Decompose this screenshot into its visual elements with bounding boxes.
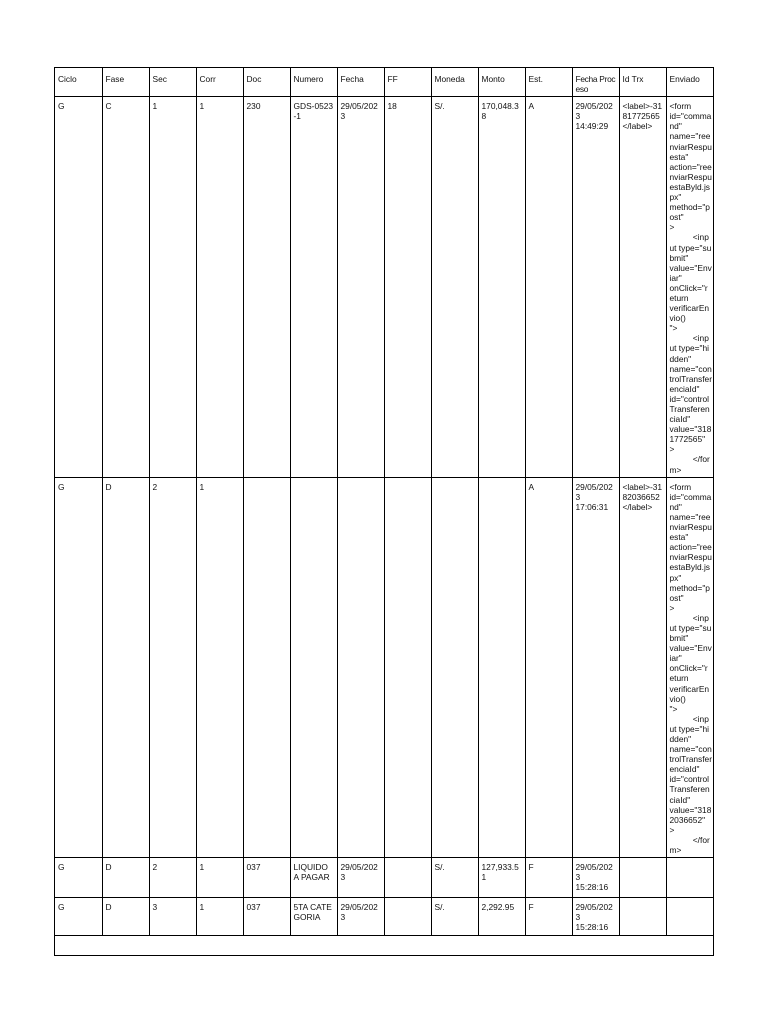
cell-ff <box>384 898 431 936</box>
cell-monto: 170,048.38 <box>478 97 525 477</box>
header-doc: Doc <box>243 68 290 97</box>
table-row <box>55 477 714 857</box>
table-row <box>55 97 714 477</box>
header-fecha-proceso: Fecha Proceso <box>572 68 619 97</box>
cell-numero: LIQUIDO A PAGAR <box>290 858 337 898</box>
table-row <box>55 858 714 898</box>
cell-corr: 1 <box>196 898 243 936</box>
header-enviado: Enviado <box>666 68 714 97</box>
cell-enviado <box>666 858 714 898</box>
cell-moneda: S/. <box>431 97 478 477</box>
cell-sec: 2 <box>149 477 196 857</box>
cell-enviado <box>666 898 714 936</box>
transactions-table <box>55 68 714 936</box>
cell-fecha-proceso: 29/05/2023 14:49:29 <box>572 97 619 477</box>
cell-fase: D <box>102 477 149 857</box>
cell-est: F <box>525 898 572 936</box>
cell-id-trx: <label>-3181772565</label> <box>619 97 666 477</box>
cell-moneda <box>431 477 478 857</box>
header-fecha: Fecha <box>337 68 384 97</box>
cell-moneda: S/. <box>431 858 478 898</box>
cell-monto: 2,292.95 <box>478 898 525 936</box>
cell-id-trx: <label>-3182036652</label> <box>619 477 666 857</box>
cell-fecha <box>337 477 384 857</box>
header-sec: Sec <box>149 68 196 97</box>
cell-est: A <box>525 477 572 857</box>
cell-fecha: 29/05/2023 <box>337 97 384 477</box>
cell-numero <box>290 477 337 857</box>
table-row <box>55 898 714 936</box>
cell-ciclo: G <box>55 97 102 477</box>
cell-doc <box>243 477 290 857</box>
cell-monto: 127,933.51 <box>478 858 525 898</box>
header-ciclo: Ciclo <box>55 68 102 97</box>
cell-est: A <box>525 97 572 477</box>
cell-fecha-proceso: 29/05/2023 17:06:31 <box>572 477 619 857</box>
cell-sec: 1 <box>149 97 196 477</box>
cell-moneda: S/. <box>431 898 478 936</box>
cell-sec: 3 <box>149 898 196 936</box>
header-moneda: Moneda <box>431 68 478 97</box>
table-header-row <box>55 68 714 97</box>
header-corr: Corr <box>196 68 243 97</box>
cell-fase: D <box>102 858 149 898</box>
cell-doc: 037 <box>243 858 290 898</box>
cell-corr: 1 <box>196 858 243 898</box>
cell-ciclo: G <box>55 477 102 857</box>
cell-ff: 18 <box>384 97 431 477</box>
cell-fase: D <box>102 898 149 936</box>
cell-fecha-proceso: 29/05/2023 15:28:16 <box>572 898 619 936</box>
header-monto: Monto <box>478 68 525 97</box>
cell-corr: 1 <box>196 477 243 857</box>
cell-id-trx <box>619 898 666 936</box>
cell-ff <box>384 477 431 857</box>
cell-doc: 230 <box>243 97 290 477</box>
header-id-trx: Id Trx <box>619 68 666 97</box>
cell-est: F <box>525 858 572 898</box>
cell-fase: C <box>102 97 149 477</box>
header-numero: Numero <box>290 68 337 97</box>
cell-ciclo: G <box>55 858 102 898</box>
cell-doc: 037 <box>243 898 290 936</box>
document-page-frame <box>54 67 714 956</box>
cell-numero: 5TA CATEGORIA <box>290 898 337 936</box>
cell-ciclo: G <box>55 898 102 936</box>
cell-monto <box>478 477 525 857</box>
cell-fecha: 29/05/2023 <box>337 858 384 898</box>
cell-fecha-proceso: 29/05/2023 15:28:16 <box>572 858 619 898</box>
header-fase: Fase <box>102 68 149 97</box>
cell-id-trx <box>619 858 666 898</box>
cell-ff <box>384 858 431 898</box>
header-est: Est. <box>525 68 572 97</box>
header-ff: FF <box>384 68 431 97</box>
cell-enviado: <form id="command" name="reenviarRespuesta" action="reenviarRespuestaByld.jspx" method="post" > <input type="submit" value="Enviar" onClick="return verificarEnvio() "> <input type="hidden" name="controlTransferenciaId" id="controlTransferenciaId" value="3182036652" > </form> <box>666 477 714 857</box>
cell-sec: 2 <box>149 858 196 898</box>
cell-fecha: 29/05/2023 <box>337 898 384 936</box>
cell-numero: GDS-0523-1 <box>290 97 337 477</box>
cell-corr: 1 <box>196 97 243 477</box>
cell-enviado: <form id="command" name="reenviarRespuesta" action="reenviarRespuestaByld.jspx" method="post" > <input type="submit" value="Enviar" onClick="return verificarEnvio() "> <input type="hidden" name="controlTransferenciaId" id="controlTransferenciaId" value="3181772565" > </form> <box>666 97 714 477</box>
